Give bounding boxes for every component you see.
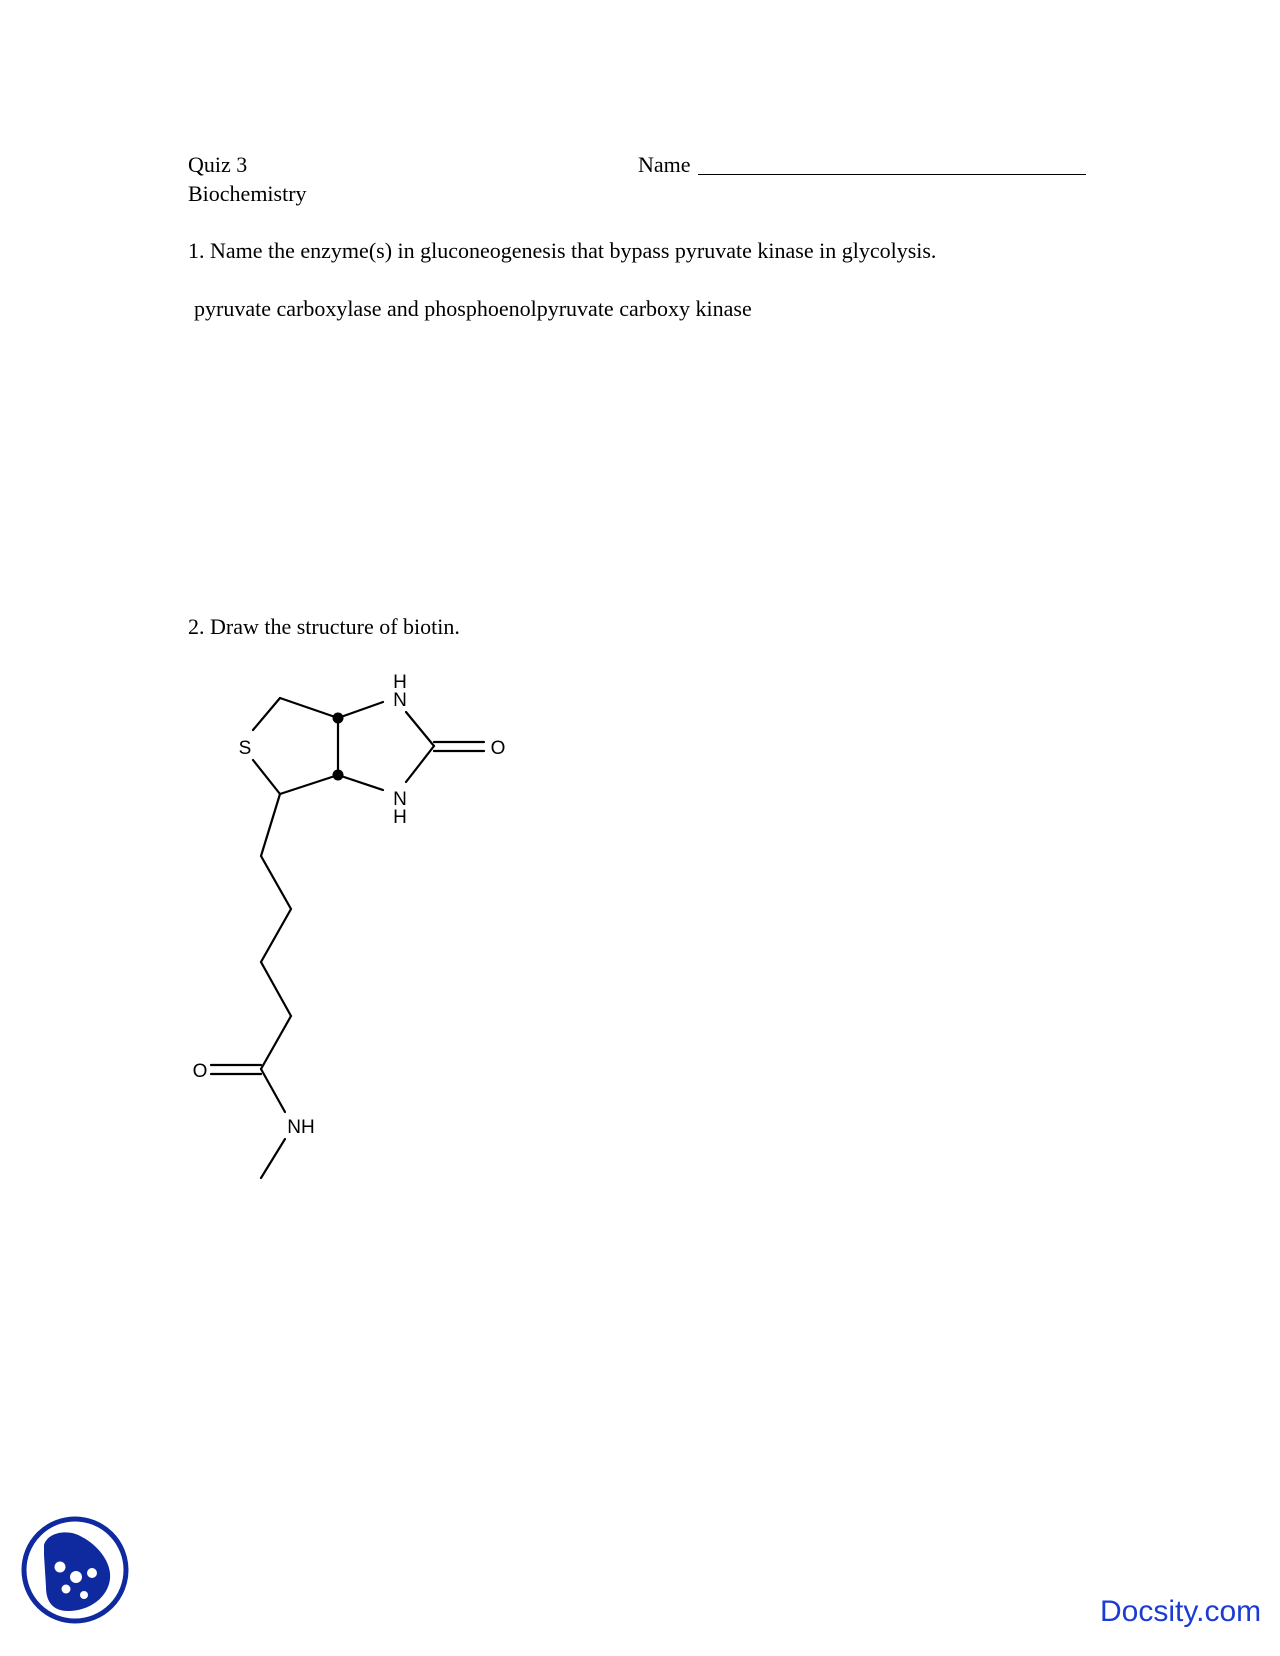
atom-n-bottom: N — [393, 789, 407, 810]
quiz-title: Quiz 3 — [188, 152, 248, 177]
atom-h-bottom: H — [393, 807, 407, 828]
bond-c-bridge-bottom — [280, 775, 338, 794]
course-name: Biochemistry — [188, 181, 307, 206]
bond-c-n-bottom — [406, 746, 434, 782]
bond-nh-methyl — [261, 1139, 285, 1178]
atom-o-left: O — [192, 1061, 208, 1082]
stereocenter-dot-top — [333, 713, 344, 724]
atom-h-top: H — [393, 672, 407, 693]
structure-bonds — [211, 698, 484, 1178]
docsity-brand-link[interactable]: Docsity.com — [1100, 1595, 1262, 1628]
answer-1: pyruvate carboxylase and phosphoenolpyruvate carboxy kinase — [194, 296, 752, 321]
bond-n-c-top — [406, 712, 434, 746]
name-label: Name — [638, 152, 691, 177]
atom-s: S — [238, 738, 252, 759]
bond-c-ch2-top — [280, 698, 338, 718]
bond-bridge-n-bottom — [338, 775, 383, 790]
bond-s-c-bottom — [253, 760, 280, 794]
atom-n-top: N — [393, 690, 407, 711]
docsity-logo-icon[interactable] — [20, 1515, 130, 1625]
bond-bridge-n-top — [338, 702, 383, 718]
question-2: 2. Draw the structure of biotin. — [188, 614, 460, 639]
bond-side-chain — [261, 794, 291, 1069]
atom-nh: NH — [287, 1117, 315, 1138]
atom-o-right: O — [490, 738, 506, 759]
stereocenter-dot-bottom — [333, 770, 344, 781]
bond-ch2-s-top — [253, 698, 280, 730]
question-1: 1. Name the enzyme(s) in gluconeogenesis that bypass pyruvate kinase in glycolysis. — [188, 238, 937, 263]
bond-c-nh — [261, 1069, 285, 1112]
